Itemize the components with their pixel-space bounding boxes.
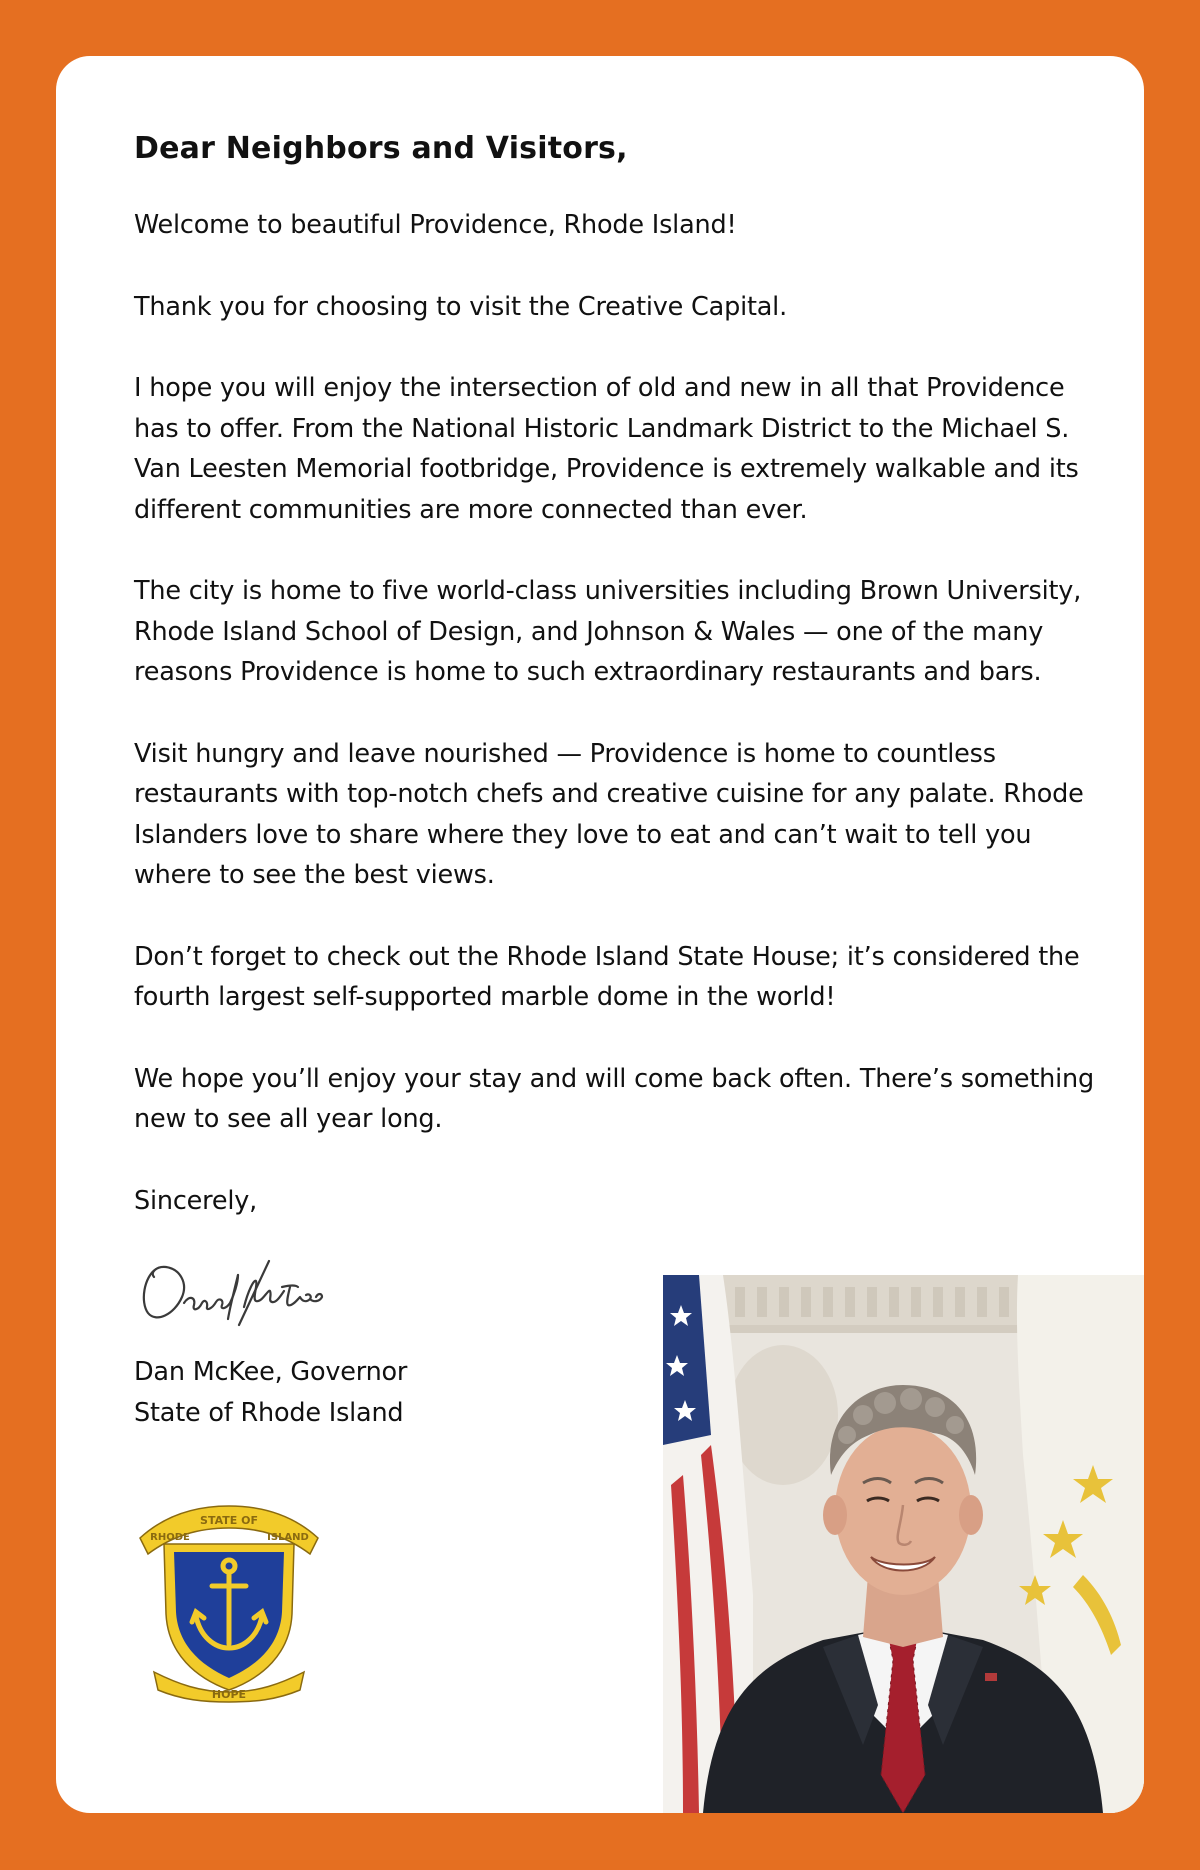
paragraph-thanks: Thank you for choosing to visit the Creative Capital. xyxy=(134,291,787,322)
seal-motto: HOPE xyxy=(211,1688,247,1701)
seal-top-text: STATE OF xyxy=(200,1514,258,1527)
closing: Sincerely, xyxy=(134,1185,258,1216)
seal-left-text: RHODE xyxy=(150,1532,190,1543)
paragraph-state-house: Don’t forget to check out the Rhode Island State House; it’s considered the fourth largest self-supported marble dome in the world! xyxy=(134,941,1080,1012)
signer-block xyxy=(134,1352,407,1433)
paragraph-old-and-new: I hope you will enjoy the intersection of old and new in all that Providence has to offer. From the National Historic Landmark District to the Michael S. Van Leesten Memorial footbridge, Providence is extremely walkable and its different communities are more connected than ever. xyxy=(134,373,1079,525)
paragraph-welcome: Welcome to beautiful Providence, Rhode Island! xyxy=(134,210,737,240)
rhode-island-seal xyxy=(134,1494,324,1704)
paragraph-restaurants: Visit hungry and leave nourished — Providence is home to countless restaurants with top-notch chefs and creative cuisine for any palate. Rhode Islanders love to share where they love to eat and can’t wait to tell you where to see the best views. xyxy=(134,738,1084,890)
paragraph-come-back: We hope you’ll enjoy your stay and will come back often. There’s something new to see all year long. xyxy=(134,1063,1094,1134)
letter-card xyxy=(56,56,1144,1813)
letter-body xyxy=(134,129,1094,1262)
governor-portrait xyxy=(663,1275,1144,1813)
salutation: Dear Neighbors and Visitors, xyxy=(134,131,628,166)
signer-organization: State of Rhode Island xyxy=(134,1397,404,1428)
seal-right-text: ISLAND xyxy=(267,1532,309,1543)
paragraph-universities: The city is home to five world-class universities including Brown University, Rhode Island School of Design, and Johnson & Wales — one of the many reasons Providence is home to such extraordinary restaurants and bars. xyxy=(134,576,1082,687)
signer-name: Dan McKee, Governor xyxy=(134,1357,408,1387)
signature xyxy=(134,1247,334,1357)
